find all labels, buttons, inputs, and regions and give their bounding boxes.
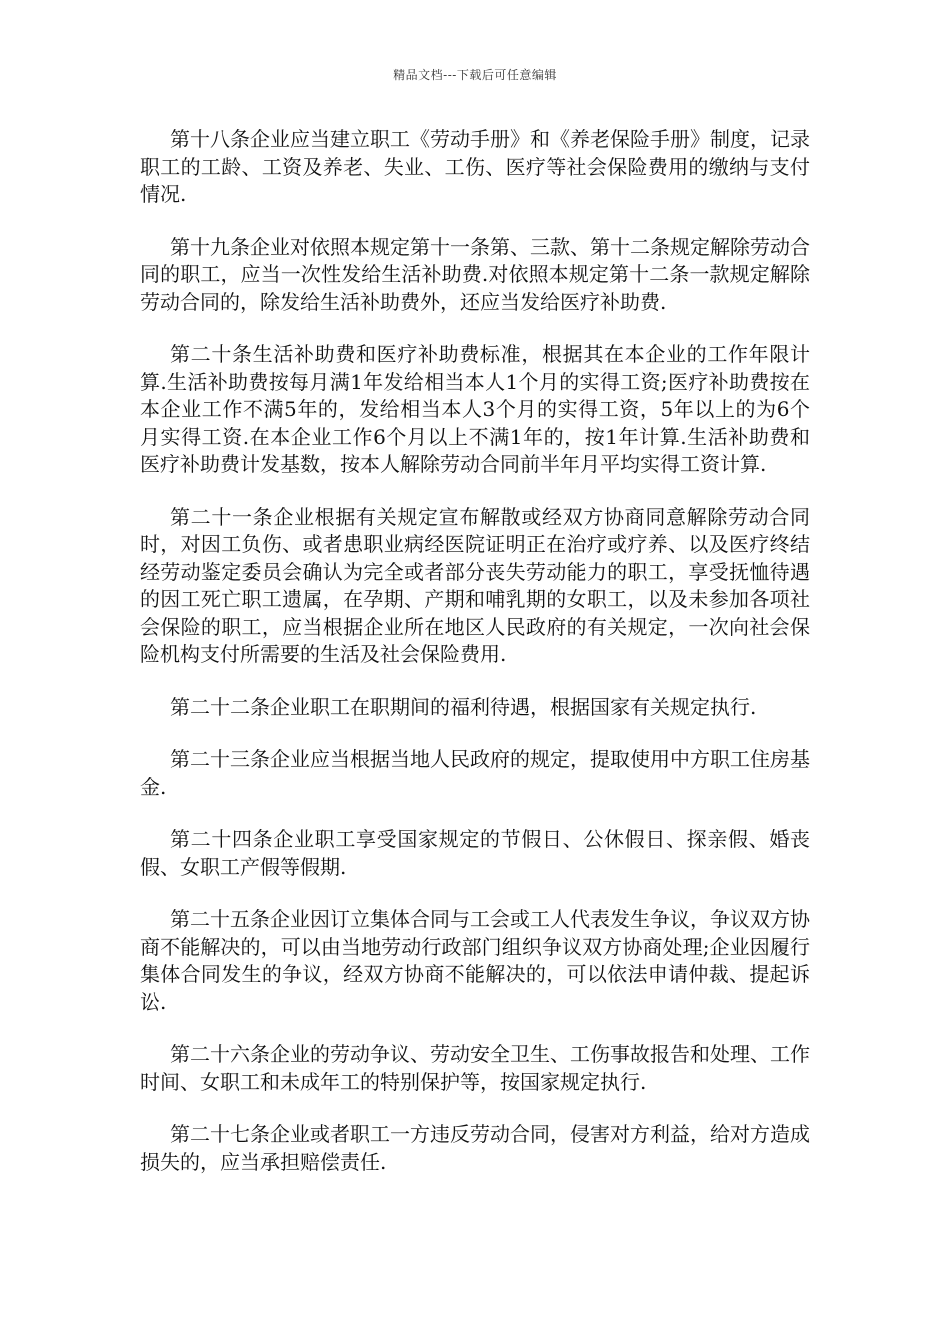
article-25-paragraph: 第二十五条企业因订立集体合同与工会或工人代表发生争议，争议双方协商不能解决的，可以由当地劳动行政部门组织争议双方协商处理;企业因履行集体合同发生的争议，经双方协商不能解决的，可以依法申请仲裁、提起诉讼.: [140, 907, 810, 1014]
article-24-paragraph: 第二十四条企业职工享受国家规定的节假日、公休假日、探亲假、婚丧假、女职工产假等假期.: [140, 827, 810, 879]
article-26-paragraph: 第二十六条企业的劳动争议、劳动安全卫生、工伤事故报告和处理、工作时间、女职工和未成年工的特别保护等，按国家规定执行.: [140, 1042, 810, 1094]
document-body: [140, 126, 810, 1201]
article-18-paragraph: 第十八条企业应当建立职工《劳动手册》和《养老保险手册》制度，记录职工的工龄、工资及养老、失业、工伤、医疗等社会保险费用的缴纳与支付情况.: [140, 127, 810, 206]
article-27-paragraph: 第二十七条企业或者职工一方违反劳动合同，侵害对方利益，给对方造成损失的，应当承担赔偿责任.: [140, 1122, 810, 1174]
article-19-paragraph: 第十九条企业对依照本规定第十一条第、三款、第十二条规定解除劳动合同的职工，应当一次性发给生活补助费.对依照本规定第十二条一款规定解除劳动合同的，除发给生活补助费外，还应当发给医疗补助费.: [140, 234, 810, 314]
article-21-paragraph: 第二十一条企业根据有关规定宣布解散或经双方协商同意解除劳动合同时，对因工负伤、或者患职业病经医院证明正在治疗或疗养、以及医疗终结经劳动鉴定委员会确认为完全或者部分丧失劳动能力的职工，享受抚恤待遇的因工死亡职工遗属，在孕期、产期和哺乳期的女职工，以及未参加各项社会保险的职工，应当根据企业所在地区人民政府的有关规定，一次向社会保险机构支付所需要的生活及社会保险费用.: [140, 504, 810, 666]
article-23-paragraph: 第二十三条企业应当根据当地人民政府的规定，提取使用中方职工住房基金.: [140, 747, 810, 799]
article-20-paragraph: 第二十条生活补助费和医疗补助费标准，根据其在本企业的工作年限计算.生活补助费按每月满1年发给相当本人1个月的实得工资;医疗补助费按在本企业工作不满5年的，发给相当本人3个月的实得工资，5年以上的为6个月实得工资.在本企业工作6个月以上不满1年的，按1年计算.生活补助费和医疗补助费计发基数，按本人解除劳动合同前半年月平均实得工资计算.: [140, 342, 810, 476]
article-22-paragraph: 第二十二条企业职工在职期间的福利待遇，根据国家有关规定执行.: [170, 694, 757, 719]
page-header: 精品文档---下载后可任意编辑: [393, 68, 557, 82]
